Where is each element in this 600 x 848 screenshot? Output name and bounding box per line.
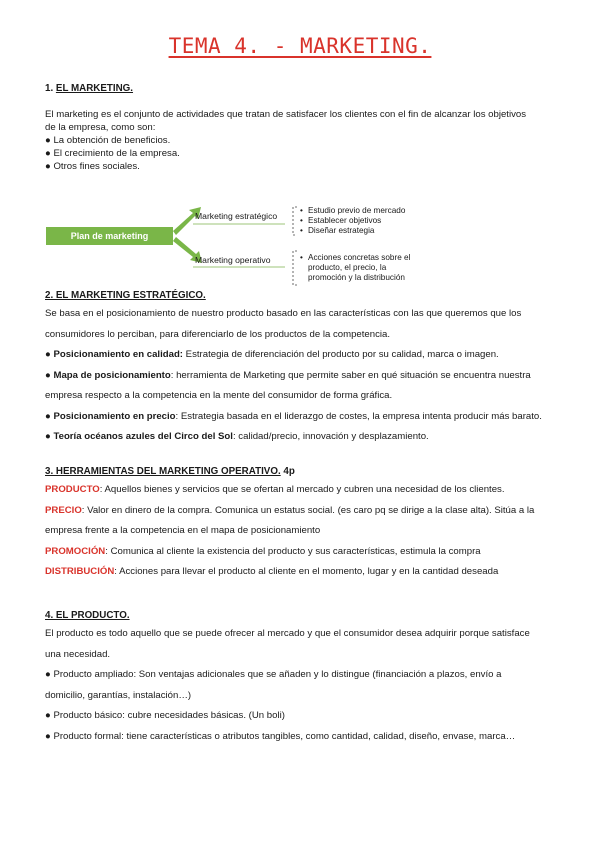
- definition: : Valor en dinero de la compra. Comunica un estatus social. (es caro pq se dirige a la clase alta). Sitúa a la: [81, 504, 535, 516]
- definition: : herramienta de Marketing que permite saber en qué situación se encuentra nuestra: [170, 369, 531, 381]
- definition: empresa frente a la competencia en el mapa de posicionamiento: [45, 525, 321, 536]
- section-4-title: 4. EL PRODUCTO.: [45, 610, 130, 621]
- branch-operative-label: Marketing operativo: [195, 255, 271, 265]
- section-4-paragraph-line-1: El producto es todo aquello que se puede ofrecer al mercado y que el consumidor desea adquirir porque satisface: [45, 628, 530, 639]
- strategic-item-list: [300, 206, 405, 236]
- bracket-strategic: [293, 207, 297, 235]
- section-1-body: [45, 108, 565, 173]
- section-3-heading: [45, 464, 565, 480]
- item-producto-ampliado-cont: domicilio, garantías, instalación…): [45, 689, 192, 701]
- plan-de-marketing-box: Plan de marketing: [46, 227, 173, 245]
- marketing-plan-diagram: [45, 195, 445, 290]
- section-1: [45, 82, 565, 95]
- strategic-item: [300, 226, 405, 236]
- intro-line-1: El marketing es el conjunto de actividades que tratan de satisfacer los clientes con el fin de alcanzar los objetivos: [45, 109, 527, 120]
- section-3: [45, 464, 565, 583]
- term: ● Posicionamiento en calidad:: [45, 349, 184, 360]
- item-producto: [45, 480, 565, 501]
- term: ● Posicionamiento en precio: [45, 410, 176, 422]
- section-3-title: 3. HERRAMIENTAS DEL MARKETING OPERATIVO.: [45, 466, 281, 477]
- section-2: [45, 288, 565, 448]
- operative-item-text: promoción y la distribución: [308, 273, 405, 282]
- definition: : Aquellos bienes y servicios que se ofertan al mercado y cubren una necesidad de los clientes.: [99, 484, 505, 495]
- strategic-item: [300, 216, 405, 226]
- strategic-item-text: Estudio previo de mercado: [308, 206, 406, 215]
- definition: empresa respecto a la competencia en la mente del consumidor de forma gráfica.: [45, 390, 393, 401]
- strategic-item-text: Diseñar estrategia: [308, 226, 375, 235]
- term: ● Mapa de posicionamiento: [45, 369, 171, 381]
- section-1-number: 1.: [45, 83, 54, 94]
- section-2-paragraph-line-1: Se basa en el posicionamiento de nuestro producto basado en las características con las que queremos que los: [45, 308, 522, 319]
- section-2-paragraph-line-2: consumidores lo perciban, para diferenciarlo de los productos de la competencia.: [45, 328, 391, 340]
- item-producto-ampliado: ● Producto ampliado: Son ventajas adicionales que se añaden y lo distingue (financiación a plazos, envío a: [45, 669, 502, 680]
- section-3-suffix: 4p: [280, 466, 295, 477]
- term-red: PRECIO: [45, 504, 82, 516]
- definition: : Acciones para llevar el producto al cliente en el momento, lugar y en la cantidad deseada: [114, 566, 499, 577]
- bullet-icon: •: [300, 253, 303, 262]
- section-1-title: EL MARKETING.: [55, 83, 134, 94]
- operative-item-text: producto, el precio, la: [308, 263, 387, 272]
- section-1-heading: [45, 82, 565, 95]
- branch-strategic-label: Marketing estratégico: [195, 211, 278, 221]
- operative-item: [300, 263, 410, 273]
- section-2-title: 2. EL MARKETING ESTRATÉGICO.: [45, 290, 206, 301]
- definition: Estrategia de diferenciación del producto por su calidad, marca o imagen.: [183, 349, 499, 360]
- section-4: [45, 608, 565, 747]
- definition: : calidad/precio, innovación y desplazamiento.: [232, 431, 429, 442]
- strategic-item: [300, 206, 405, 216]
- section-4-heading: [45, 608, 565, 624]
- item-producto-basico: ● Producto básico: cubre necesidades básicas. (Un boli): [45, 710, 285, 721]
- item-posicionamiento-precio: [45, 407, 565, 428]
- item-precio: [45, 501, 565, 522]
- section-4-paragraph-line-2: una necesidad.: [45, 648, 111, 660]
- intro-line-2: de la empresa, como son:: [45, 122, 156, 133]
- bullet-icon: •: [300, 226, 303, 235]
- term: ● Teoría océanos azules del Circo del Sol: [45, 431, 233, 442]
- item-oceanos-azules: [45, 427, 565, 448]
- item-mapa-posicionamiento-cont: [45, 386, 565, 407]
- page-title: [0, 34, 600, 58]
- bullet-beneficios: ● La obtención de beneficios.: [45, 135, 171, 146]
- item-distribucion: [45, 562, 565, 583]
- term-red: PROMOCIÓN: [45, 545, 106, 557]
- term-red: DISTRIBUCIÓN: [45, 566, 115, 577]
- operative-item-list: [300, 253, 410, 283]
- term-red: PRODUCTO: [45, 484, 100, 495]
- item-precio-cont: [45, 521, 565, 542]
- definition: : Estrategia basada en el liderazgo de costes, la empresa intenta producir más barato.: [175, 410, 542, 422]
- item-posicionamiento-calidad: [45, 345, 565, 366]
- bullet-icon: •: [300, 216, 303, 225]
- item-mapa-posicionamiento: [45, 366, 565, 387]
- operative-item: [300, 273, 410, 283]
- item-promocion: [45, 542, 565, 563]
- strategic-item-text: Establecer objetivos: [308, 216, 382, 225]
- bullet-fines-sociales: ● Otros fines sociales.: [45, 161, 140, 172]
- section-2-heading: [45, 288, 565, 304]
- bullet-crecimiento: ● El crecimiento de la empresa.: [45, 148, 180, 159]
- operative-item-text: Acciones concretas sobre el: [308, 253, 411, 262]
- page-title-text: TEMA 4. - MARKETING.: [168, 34, 432, 58]
- definition: : Comunica al cliente la existencia del producto y sus características, estimula la compra: [105, 545, 481, 557]
- bracket-operative: [293, 251, 297, 285]
- item-producto-formal: ● Producto formal: tiene características o atributos tangibles, como cantidad, calidad, diseño, envase, marca…: [45, 730, 516, 742]
- bullet-icon: •: [300, 206, 303, 215]
- operative-item: [300, 253, 410, 263]
